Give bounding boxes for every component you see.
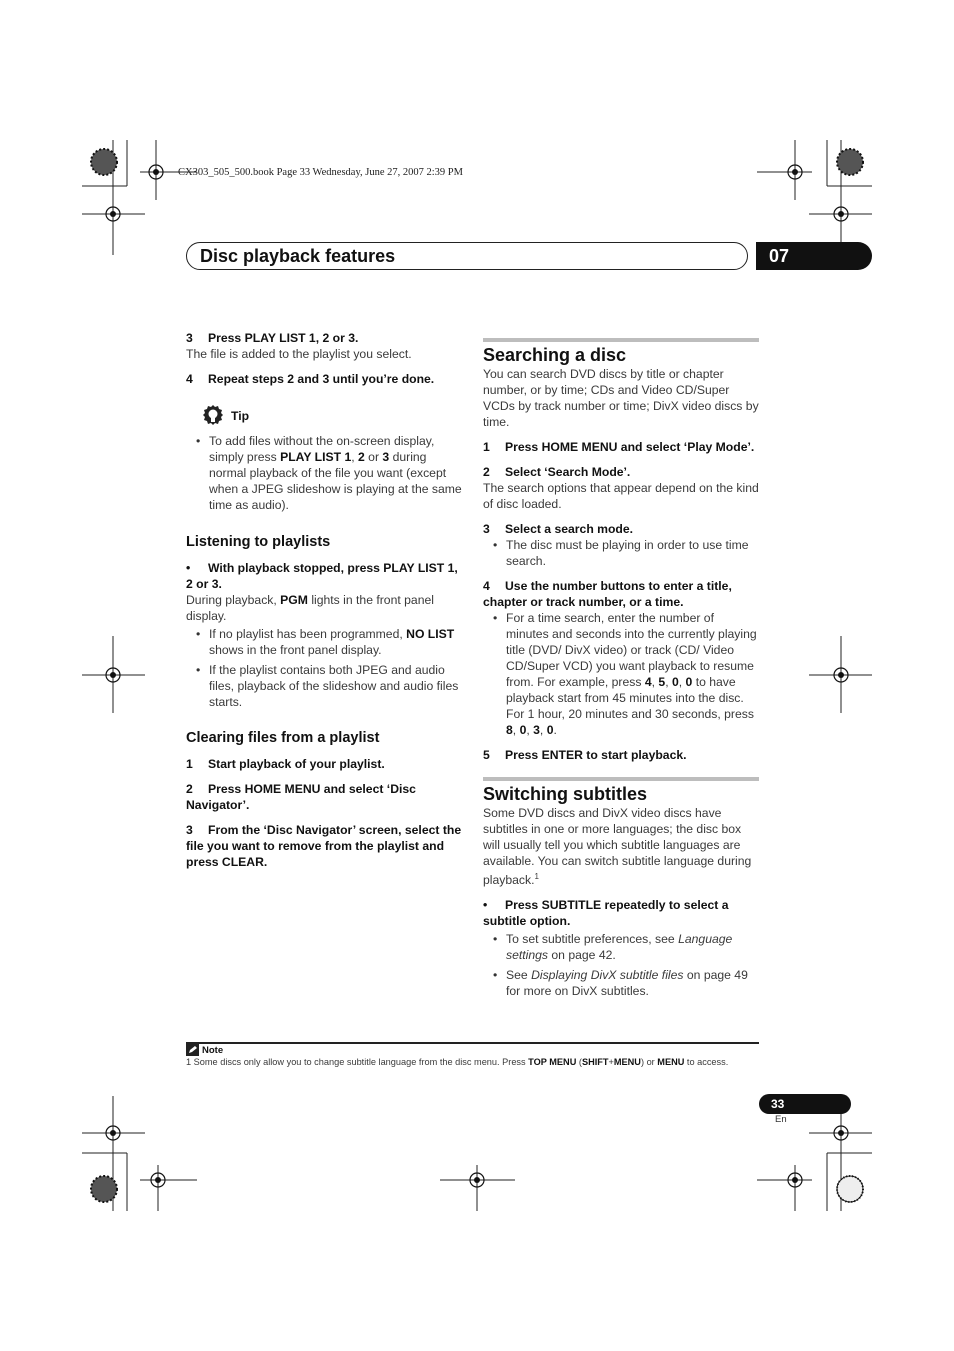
- clear-step-2: 2 Press HOME MENU and select ‘Disc Navigator’.: [186, 782, 416, 812]
- tip-list: [186, 433, 462, 513]
- search-step-4-item: • For a time search, enter the number of minutes and seconds into the currently playing title (DVD/ DivX video) or track (CD/ Video CD/Super VCD) you want playback to resume from. For example, press 4, 5, 0, 0 to have playback start from 45 minutes into the disc. For 1 hour, 20 minutes and 30 seconds, press 8, 0, 3, 0.: [483, 610, 759, 738]
- page-number-badge: 33: [759, 1094, 851, 1114]
- search-step-4: 4 Use the number buttons to enter a title, chapter or track number, or a time.: [483, 579, 732, 609]
- subtitles-step: • Press SUBTITLE repeatedly to select a subtitle option.: [483, 898, 729, 929]
- search-step-5: 5 Press ENTER to start playback.: [483, 748, 687, 762]
- search-step-1: 1 Press HOME MENU and select ‘Play Mode’.: [483, 440, 755, 454]
- searching-intro: You can search DVD discs by title or chapter number, or by time; CDs and Video CD/Super VCDs by track number or time; DivX video discs by time.: [483, 367, 759, 429]
- search-step-2-body: The search options that appear depend on the kind of disc loaded.: [483, 481, 759, 511]
- search-step-4-list: [483, 610, 759, 738]
- language-code: En: [775, 1114, 787, 1125]
- note-rule: [186, 1042, 759, 1044]
- tip-label: Tip: [231, 409, 250, 423]
- search-step-3-item: • The disc must be playing in order to use time search.: [483, 537, 759, 569]
- subtitles-item-language: • To set subtitle preferences, see Language settings on page 42.: [483, 931, 759, 963]
- book-info-line: CX303_505_500.book Page 33 Wednesday, June 27, 2007 2:39 PM: [178, 167, 463, 178]
- search-step-2: 2 Select ‘Search Mode’.: [483, 465, 631, 479]
- section-rule: [483, 338, 759, 342]
- listening-step: • With playback stopped, press PLAY LIST 1, 2 or 3.: [186, 561, 458, 591]
- step-3-play-list: 3 Press PLAY LIST 1, 2 or 3.: [186, 331, 359, 345]
- right-column: [483, 338, 759, 1003]
- clear-step-1: 1 Start playback of your playlist.: [186, 757, 385, 771]
- left-column: [186, 330, 462, 870]
- search-step-3: 3 Select a search mode.: [483, 522, 634, 536]
- tip-header: [201, 403, 462, 429]
- subtitles-intro: Some DVD discs and DivX video discs have subtitles in one or more languages; the disc box will usually tell you which subtitle languages are available. You can switch subtitle language during playback.$^1$: [483, 806, 752, 888]
- note-pencil-icon: [186, 1044, 199, 1056]
- listening-list: [186, 626, 462, 710]
- clear-step-3: 3 From the ‘Disc Navigator’ screen, select the file you want to remove from the playlist and press CLEAR.: [186, 823, 462, 869]
- subtitles-heading: Switching subtitles: [483, 784, 648, 804]
- listening-item-jpeg: • If the playlist contains both JPEG and audio files, playback of the slideshow and audio files starts.: [186, 662, 462, 710]
- searching-heading: Searching a disc: [483, 345, 627, 365]
- listening-body: During playback, PGM lights in the front panel display.: [186, 593, 434, 623]
- note-text: 1 Some discs only allow you to change subtitle language from the disc menu. Press TOP MENU (SHIFT+MENU) or MENU to access.: [186, 1057, 729, 1067]
- tip-item: • To add files without the on-screen display, simply press PLAY LIST 1, 2 or 3 during normal playback of the file you want (except when a JPEG slideshow is playing at the same time as audio).: [186, 433, 462, 513]
- search-step-3-list: [483, 537, 759, 569]
- subtitles-list: [483, 931, 759, 999]
- note-header: [186, 1044, 223, 1056]
- step-3-body: The file is added to the playlist you select.: [186, 347, 412, 361]
- step-4-repeat: 4 Repeat steps 2 and 3 until you’re done.: [186, 372, 435, 386]
- listening-heading: Listening to playlists: [186, 534, 331, 550]
- subtitles-item-divx: • See Displaying DivX subtitle files on page 49 for more on DivX subtitles.: [483, 967, 759, 999]
- chapter-number-badge: 07: [756, 242, 872, 270]
- lightbulb-icon: [201, 403, 225, 429]
- clearing-heading: Clearing files from a playlist: [186, 730, 380, 746]
- note-label: Note: [202, 1044, 224, 1056]
- listening-item-no-list: • If no playlist has been programmed, NO LIST shows in the front panel display.: [186, 626, 462, 658]
- chapter-title: Disc playback features: [200, 246, 396, 266]
- section-rule: [483, 777, 759, 781]
